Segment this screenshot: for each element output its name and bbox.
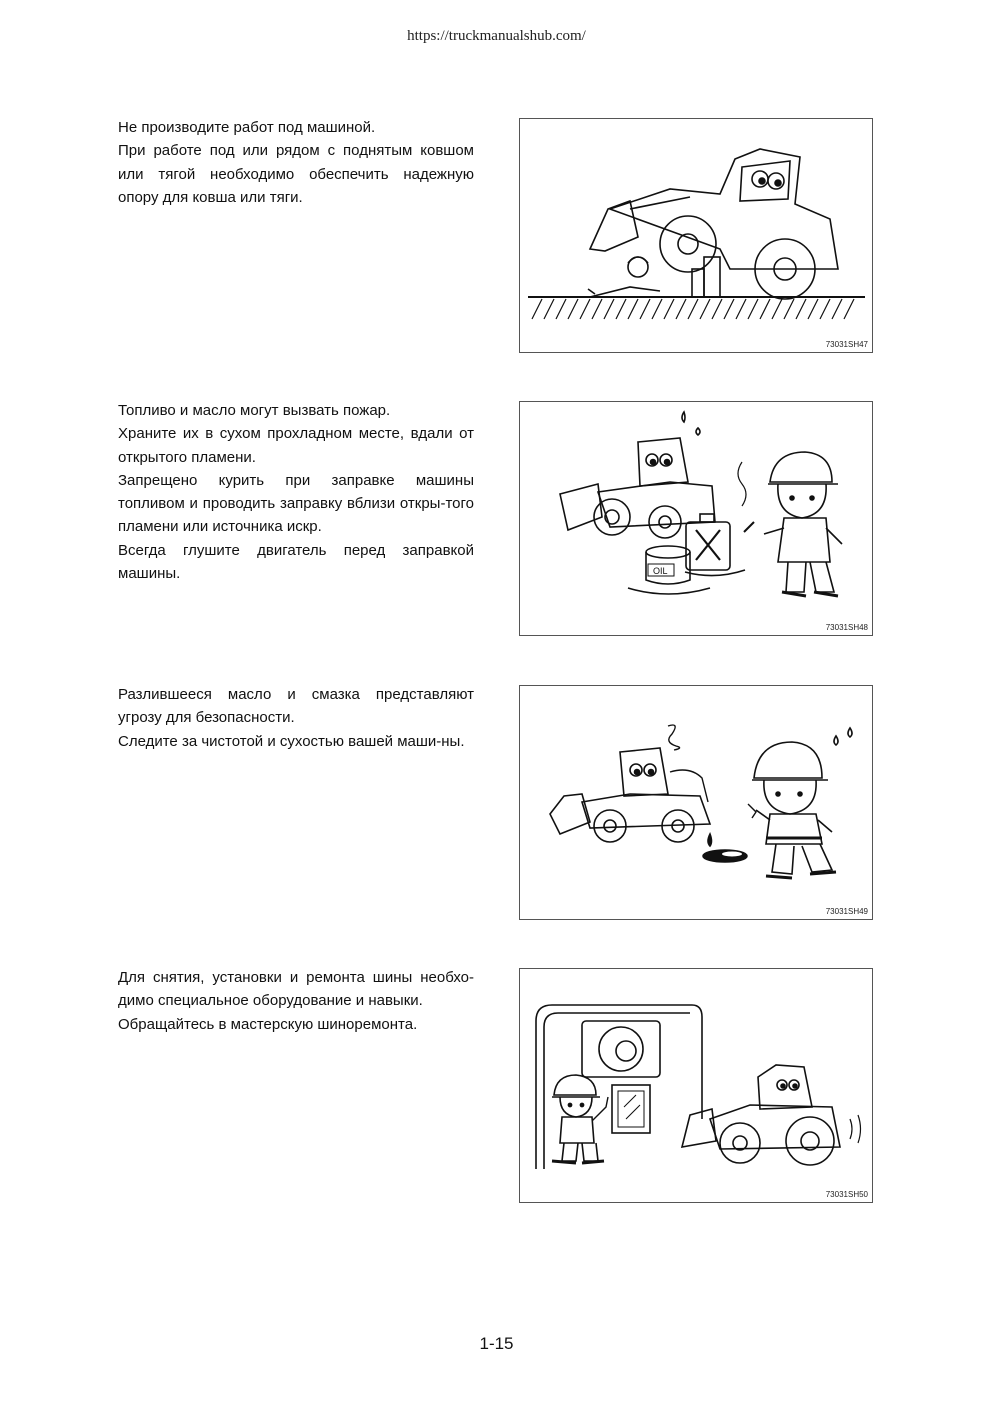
page-number: 1-15 [479, 1334, 514, 1353]
paragraph: Разлившееся масло и смазка представляют угрозу для безопасности. [118, 686, 474, 727]
tire-shop-illustration [520, 969, 872, 1202]
figure-3 [519, 685, 873, 920]
figure-4 [519, 968, 873, 1203]
figure-code: 73031SH49 [825, 907, 868, 916]
figure-1 [519, 118, 873, 353]
oil-spill-illustration [520, 686, 872, 919]
figure-2 [519, 401, 873, 636]
fuel-fire-illustration [520, 402, 872, 635]
paragraph: При работе под или рядом с поднятым ковшом или тягой необходимо обеспечить надежную опору для ковша или тяги. [118, 142, 474, 206]
section-4-text [118, 966, 474, 1036]
section-1-text [118, 116, 474, 209]
section-3-text [118, 683, 474, 753]
oil-can-label: OIL [653, 566, 668, 576]
figure-code: 73031SH50 [825, 1190, 868, 1199]
paragraph: Топливо и масло могут вызвать пожар. [118, 402, 391, 419]
paragraph: Храните их в сухом прохладном месте, вдали от открытого пламени. [118, 425, 474, 466]
loader-raised-illustration [520, 119, 872, 352]
header-url: https://truckmanualshub.com/ [407, 28, 586, 44]
paragraph: Запрещено курить при заправке машины топливом и проводить заправку вблизи откры-того пламени или источника искр. [118, 471, 474, 536]
paragraph: Следите за чистотой и сухостью вашей маши-ны. [118, 732, 465, 750]
section-2-text [118, 399, 474, 585]
paragraph: Не производите работ под машиной. [118, 119, 376, 136]
figure-code: 73031SH48 [825, 623, 868, 632]
paragraph: Всегда глушите двигатель перед заправкой машины. [118, 541, 474, 583]
figure-code: 73031SH47 [825, 340, 868, 349]
paragraph: Обращайтесь в мастерскую шиноремонта. [118, 1015, 418, 1033]
paragraph: Для снятия, установки и ремонта шины необхо-димо специальное оборудование и навыки. [118, 969, 474, 1010]
